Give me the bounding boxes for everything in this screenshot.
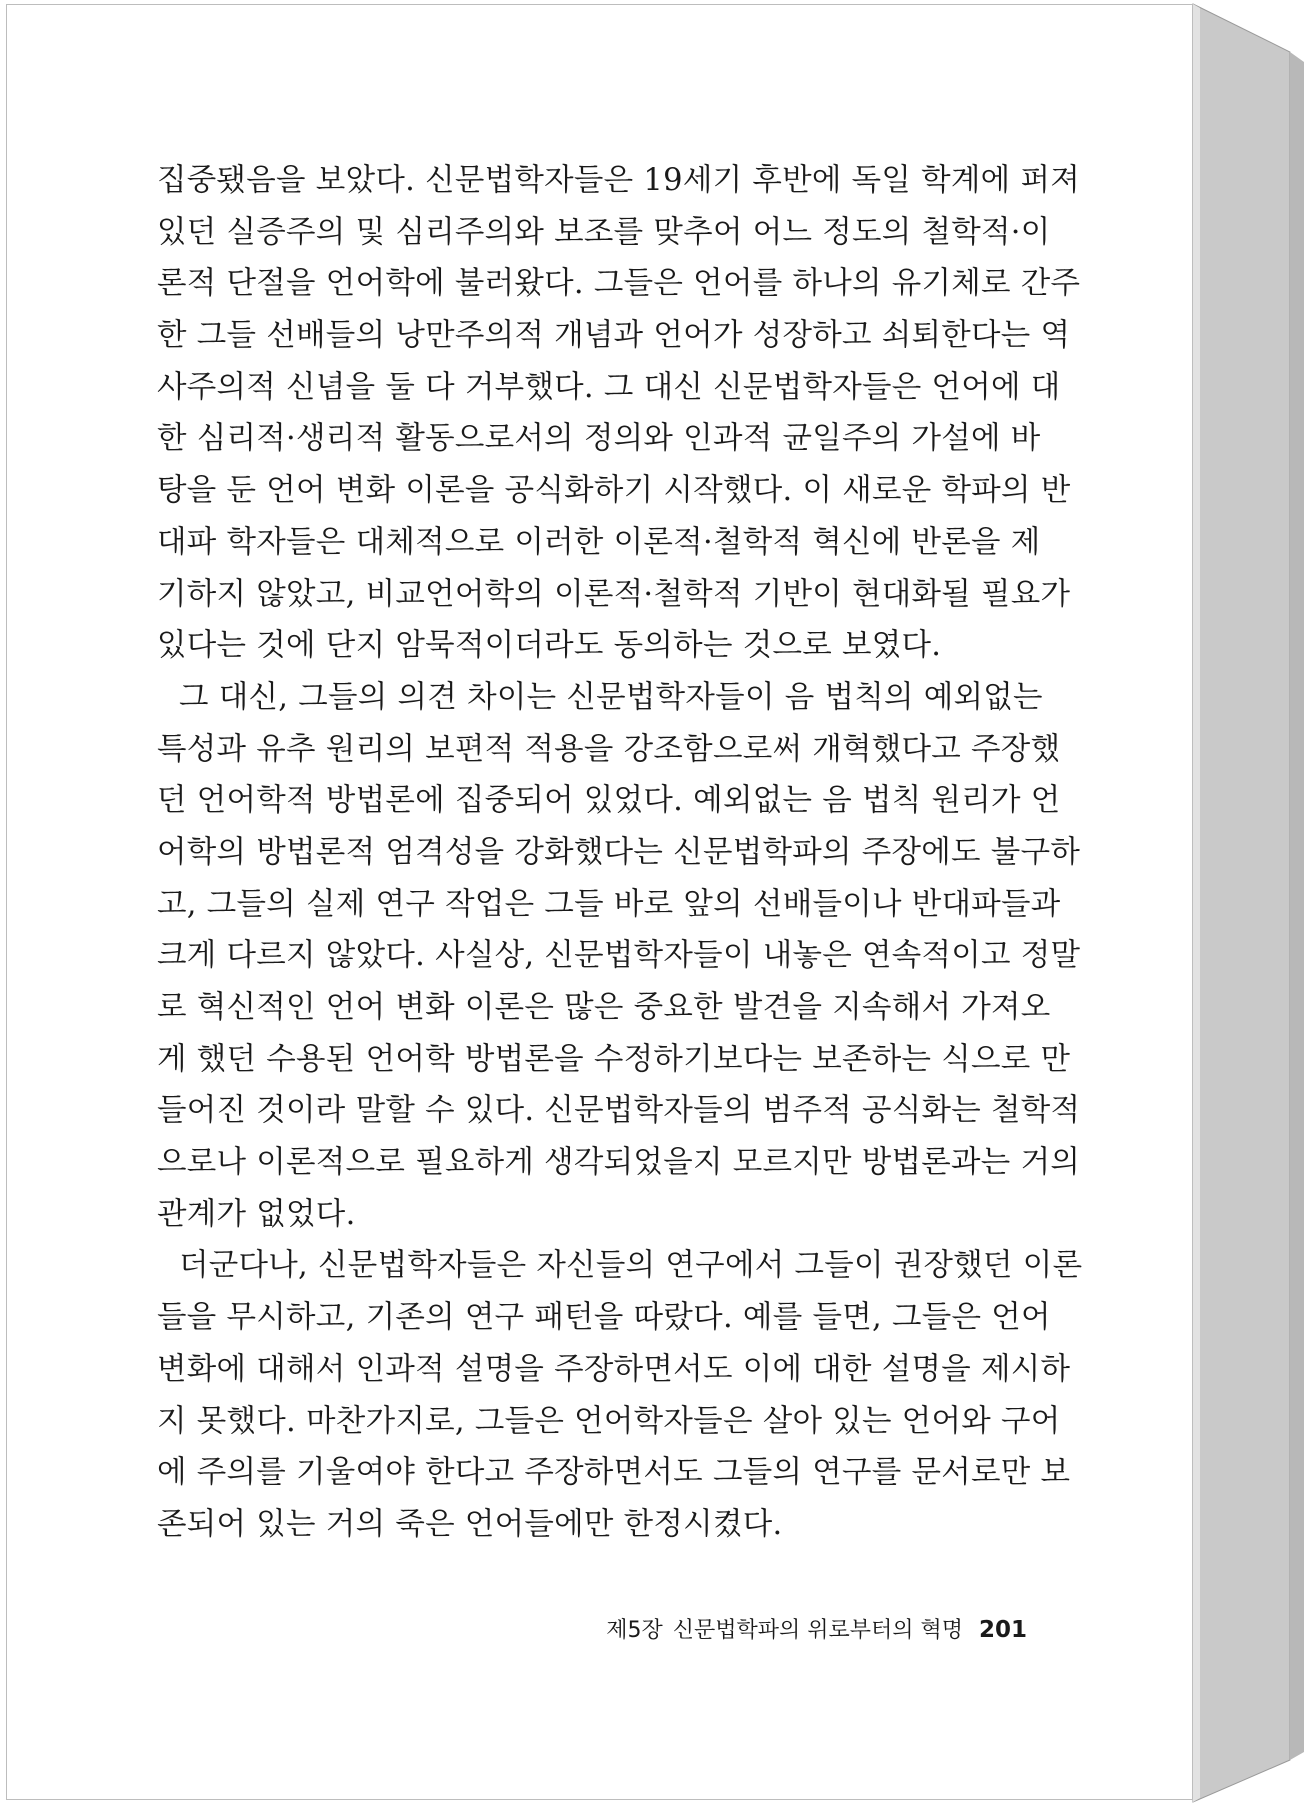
chapter-title: 신문법학파의 위로부터의 혁명 xyxy=(672,1618,963,1643)
text-line: 던 언어학적 방법론에 집중되어 있었다. 예외없는 음 법칙 원리가 언 xyxy=(157,783,1061,819)
book-page xyxy=(6,4,1193,1800)
text-line: 론적 단절을 언어학에 불러왔다. 그들은 언어를 하나의 유기체로 간주 xyxy=(157,266,1081,302)
text-line: 들어진 것이라 말할 수 있다. 신문법학자들의 범주적 공식화는 철학적 xyxy=(157,1093,1081,1129)
page-stack-shadow xyxy=(1290,52,1304,1760)
text-line: 존되어 있는 거의 죽은 언어들에만 한정시켰다. xyxy=(157,1506,783,1542)
page-number: 201 xyxy=(978,1617,1027,1643)
text-line: 으로나 이론적으로 필요하게 생각되었을지 모르지만 방법론과는 거의 xyxy=(157,1145,1081,1181)
paragraph-3 xyxy=(157,1240,1083,1550)
paragraph-2 xyxy=(157,672,1081,1241)
text-line: 어학의 방법론적 엄격성을 강화했다는 신문법학파의 주장에도 불구하 xyxy=(157,834,1081,870)
text-line: 그 대신, 그들의 의견 차이는 신문법학자들이 음 법칙의 예외없는 xyxy=(179,679,1043,715)
chapter-label: 제5장 xyxy=(606,1618,663,1643)
text-line: 집중됐음을 보았다. 신문법학자들은 19세기 후반에 독일 학계에 퍼져 xyxy=(157,163,1080,198)
body-text xyxy=(157,155,1083,1551)
text-line: 크게 다르지 않았다. 사실상, 신문법학자들이 내놓은 연속적이고 정말 xyxy=(157,938,1081,974)
running-footer xyxy=(606,1613,1027,1644)
paragraph-1 xyxy=(157,155,1081,672)
text-line: 들을 무시하고, 기존의 연구 패턴을 따랐다. 예를 들면, 그들은 언어 xyxy=(157,1300,1051,1336)
text-line: 한 그들 선배들의 낭만주의적 개념과 언어가 성장하고 쇠퇴한다는 역 xyxy=(157,318,1071,354)
text-line: 있던 실증주의 및 심리주의와 보조를 맞추어 어느 정도의 철학적·이 xyxy=(157,214,1051,250)
text-line: 기하지 않았고, 비교언어학의 이론적·철학적 기반이 현대화될 필요가 xyxy=(157,576,1071,612)
text-line: 고, 그들의 실제 연구 작업은 그들 바로 앞의 선배들이나 반대파들과 xyxy=(157,886,1061,922)
page-stack-edge-inner xyxy=(1193,4,1200,1802)
text-line: 사주의적 신념을 둘 다 거부했다. 그 대신 신문법학자들은 언어에 대 xyxy=(157,369,1061,405)
text-line: 더군다나, 신문법학자들은 자신들의 연구에서 그들이 권장했던 이론 xyxy=(179,1248,1083,1284)
text-line: 대파 학자들은 대체적으로 이러한 이론적·철학적 혁신에 반론을 제 xyxy=(157,524,1041,560)
text-line: 한 심리적·생리적 활동으로서의 정의와 인과적 균일주의 가설에 바 xyxy=(157,421,1041,457)
text-line: 있다는 것에 단지 암묵적이더라도 동의하는 것으로 보였다. xyxy=(157,628,942,664)
text-line: 관계가 없었다. xyxy=(157,1196,356,1232)
text-line: 로 혁신적인 언어 변화 이론은 많은 중요한 발견을 지속해서 가져오 xyxy=(157,990,1051,1025)
text-line: 에 주의를 기울여야 한다고 주장하면서도 그들의 연구를 문서로만 보 xyxy=(157,1455,1071,1491)
text-line: 탕을 둔 언어 변화 이론을 공식화하기 시작했다. 이 새로운 학파의 반 xyxy=(157,473,1071,509)
page-stack-edge xyxy=(1193,4,1290,1802)
text-line: 게 했던 수용된 언어학 방법론을 수정하기보다는 보존하는 식으로 만 xyxy=(157,1041,1071,1077)
text-line: 지 못했다. 마찬가지로, 그들은 언어학자들은 살아 있는 언어와 구어 xyxy=(157,1403,1061,1439)
text-line: 변화에 대해서 인과적 설명을 주장하면서도 이에 대한 설명을 제시하 xyxy=(157,1351,1071,1387)
text-line: 특성과 유추 원리의 보편적 적용을 강조함으로써 개혁했다고 주장했 xyxy=(157,731,1061,767)
